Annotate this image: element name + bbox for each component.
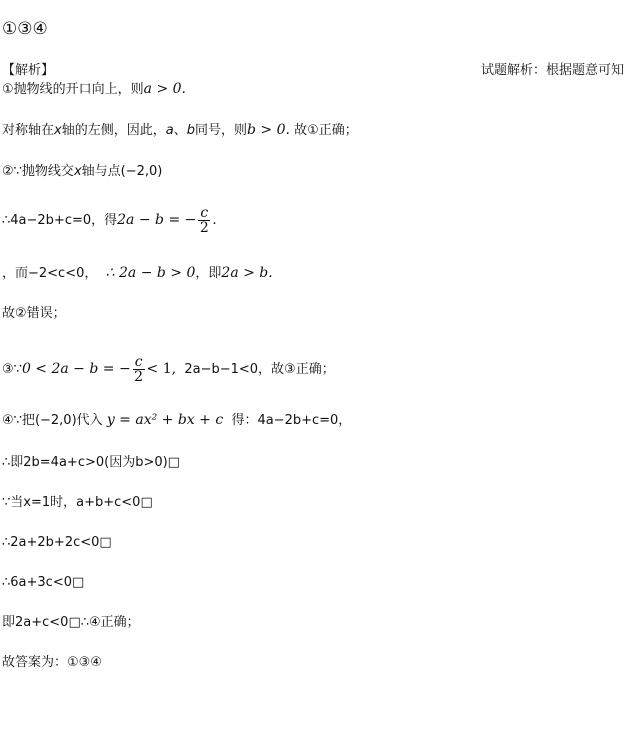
step-2-point: (−2,0) bbox=[120, 164, 163, 179]
step-4-point: (−2,0) bbox=[34, 413, 77, 428]
axis-text-b: 轴的左侧，因此， bbox=[61, 123, 166, 138]
eq-math: 2a − b = − bbox=[117, 212, 197, 228]
axis-conclusion: 故①正确； bbox=[294, 123, 358, 138]
axis-text-c: 同号，则 bbox=[194, 123, 247, 138]
step-3-math: 0 < 2a − b = − bbox=[21, 361, 131, 377]
range-text: ，而−2<c<0， bbox=[2, 266, 98, 281]
step-2-range bbox=[2, 264, 273, 283]
eq-end: . bbox=[212, 212, 217, 228]
step-4-text-a: ④∵把 bbox=[2, 413, 35, 428]
step-3-text: ③∵ bbox=[2, 362, 22, 377]
step-3 bbox=[2, 355, 335, 384]
step-3-conclusion: 2a−b−1<0，故③正确； bbox=[184, 362, 335, 377]
axis-a: a bbox=[165, 123, 174, 138]
step-4-math: y = ax² + bx + c bbox=[106, 412, 224, 428]
step-4-line-3: ∵当x=1时，a+b+c<0□ bbox=[2, 495, 153, 510]
step-3-numerator: c bbox=[134, 354, 143, 370]
analysis-intro: 试题解析：根据题意可知 bbox=[480, 63, 624, 78]
axis-text-a: 对称轴在 bbox=[2, 123, 55, 138]
axis-sep: 、 bbox=[173, 123, 187, 138]
step-2-equation bbox=[2, 206, 217, 235]
step-1 bbox=[2, 80, 186, 99]
step-4-line-5: ∴6a+3c<0□ bbox=[2, 575, 85, 590]
axis-b: b bbox=[186, 123, 195, 138]
eq-denominator: 2 bbox=[199, 220, 209, 236]
step-4-text-b: 代入 bbox=[76, 413, 103, 428]
step-4-text-c: 得：4a−2b+c=0， bbox=[231, 413, 352, 428]
step-4-line-2: ∴即2b=4a+c>0(因为b>0)□ bbox=[2, 455, 180, 470]
range-text-b: ，即 bbox=[195, 266, 222, 281]
range-math-2: 2a > b. bbox=[221, 265, 273, 281]
step-1-text: ①抛物线的开口向上，则 bbox=[2, 82, 144, 97]
step-2-x: x bbox=[73, 164, 82, 179]
step-3-denominator: 2 bbox=[134, 369, 144, 385]
step-2-text-b: 轴与点 bbox=[81, 164, 121, 179]
step-2-conclusion: 故②错误； bbox=[2, 306, 66, 321]
step-4-line-4: ∴2a+2b+2c<0□ bbox=[2, 535, 112, 550]
step-1-axis bbox=[2, 121, 358, 140]
step-2-text-a: ②∵抛物线交 bbox=[2, 164, 74, 179]
eq-fraction bbox=[198, 206, 210, 235]
step-1-math: a > 0. bbox=[143, 81, 186, 97]
axis-math: b > 0. bbox=[247, 122, 290, 138]
step-2 bbox=[2, 163, 162, 181]
eq-numerator: c bbox=[200, 205, 209, 221]
axis-x: x bbox=[54, 123, 62, 138]
step-4-line-6: 即2a+c<0□∴④正确； bbox=[2, 615, 140, 630]
answer-line: ①③④ bbox=[2, 19, 48, 39]
range-math: ∴ 2a − b > 0 bbox=[105, 265, 196, 281]
step-3-fraction bbox=[133, 355, 145, 384]
step-4 bbox=[2, 411, 351, 430]
eq-text: ∴4a−2b+c=0，得 bbox=[2, 213, 118, 228]
final-answer: 故答案为：①③④ bbox=[2, 655, 102, 670]
step-3-math-2: < 1, bbox=[146, 361, 177, 377]
analysis-header: 【解析】 bbox=[2, 63, 55, 78]
